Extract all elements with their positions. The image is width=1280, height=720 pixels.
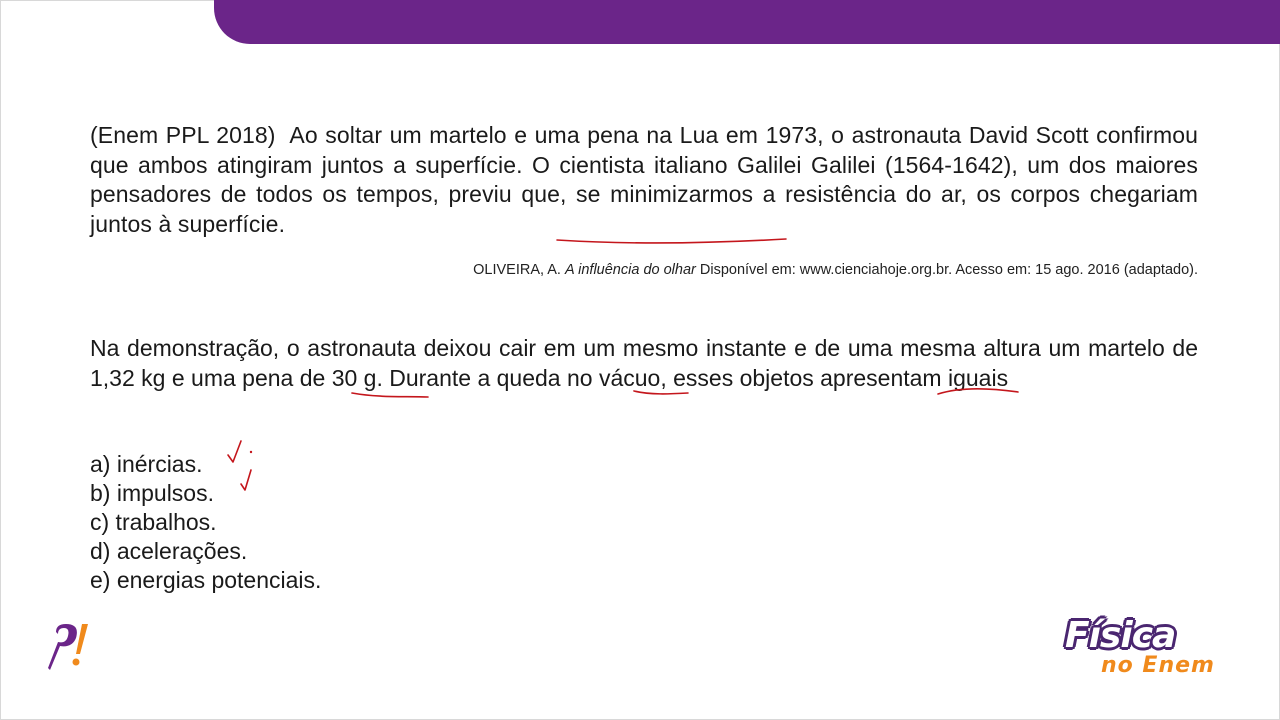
answer-options	[90, 450, 690, 595]
option-b[interactable]: b) impulsos.	[90, 480, 214, 506]
option-c[interactable]: c) trabalhos.	[90, 509, 217, 535]
question-text: (Enem PPL 2018) Ao soltar um martelo e uma pena na Lua em 1973, o astronauta David Scott confirmou que ambos atingiram juntos a superfície. O cientista italiano Galilei Galilei (1564-1642), um dos maiores pensadores de todos os tempos, previu que, se minimizarmos a resistência do ar, os corpos chegariam juntos à superfície.	[90, 122, 1198, 237]
citation-title: A influência do olhar	[564, 262, 696, 278]
question-prompt: Na demonstração, o astronauta deixou cair em um mesmo instante e de uma mesma altura um martelo de 1,32 kg e uma pena de 30 g. Durante a queda no vácuo, esses objetos apresentam iguais	[90, 335, 1198, 391]
underlined-phrase: juntos à superfície	[90, 210, 279, 237]
header-bar	[214, 0, 1280, 44]
hammer-mass: 1,32 kg	[90, 364, 166, 391]
question-body: Ao soltar um martelo e uma pena na Lua em 1973, o astronauta David Scott confirmou que ambos atingiram juntos a superfície. O cientista italiano Galilei Galilei (1564-1642), um dos maiores pensadores de todos os tempos, previu que, se minimizarmos a resistência do ar, os corpos chegariam	[90, 122, 1198, 207]
vacuum-word: vácuo	[598, 364, 661, 391]
logo-subtitle: no Enem	[1101, 653, 1215, 678]
feather-mass: 30 g	[331, 364, 377, 391]
option-e[interactable]: e) energias potenciais.	[90, 567, 322, 593]
option-d[interactable]: d) acelerações.	[90, 538, 248, 564]
question-source-tag: (Enem PPL 2018)	[90, 122, 276, 148]
citation-rest: Disponível em: www.cienciahoje.org.br. Acesso em: 15 ago. 2016 (adaptado).	[699, 262, 1198, 278]
option-a[interactable]: a) inércias.	[90, 451, 203, 477]
logo-title: Física	[1065, 615, 1176, 656]
citation	[90, 262, 1198, 278]
fisica-no-enem-logo	[1065, 615, 1240, 690]
citation-author: OLIVEIRA, A.	[473, 262, 561, 278]
publisher-logo	[42, 618, 98, 674]
